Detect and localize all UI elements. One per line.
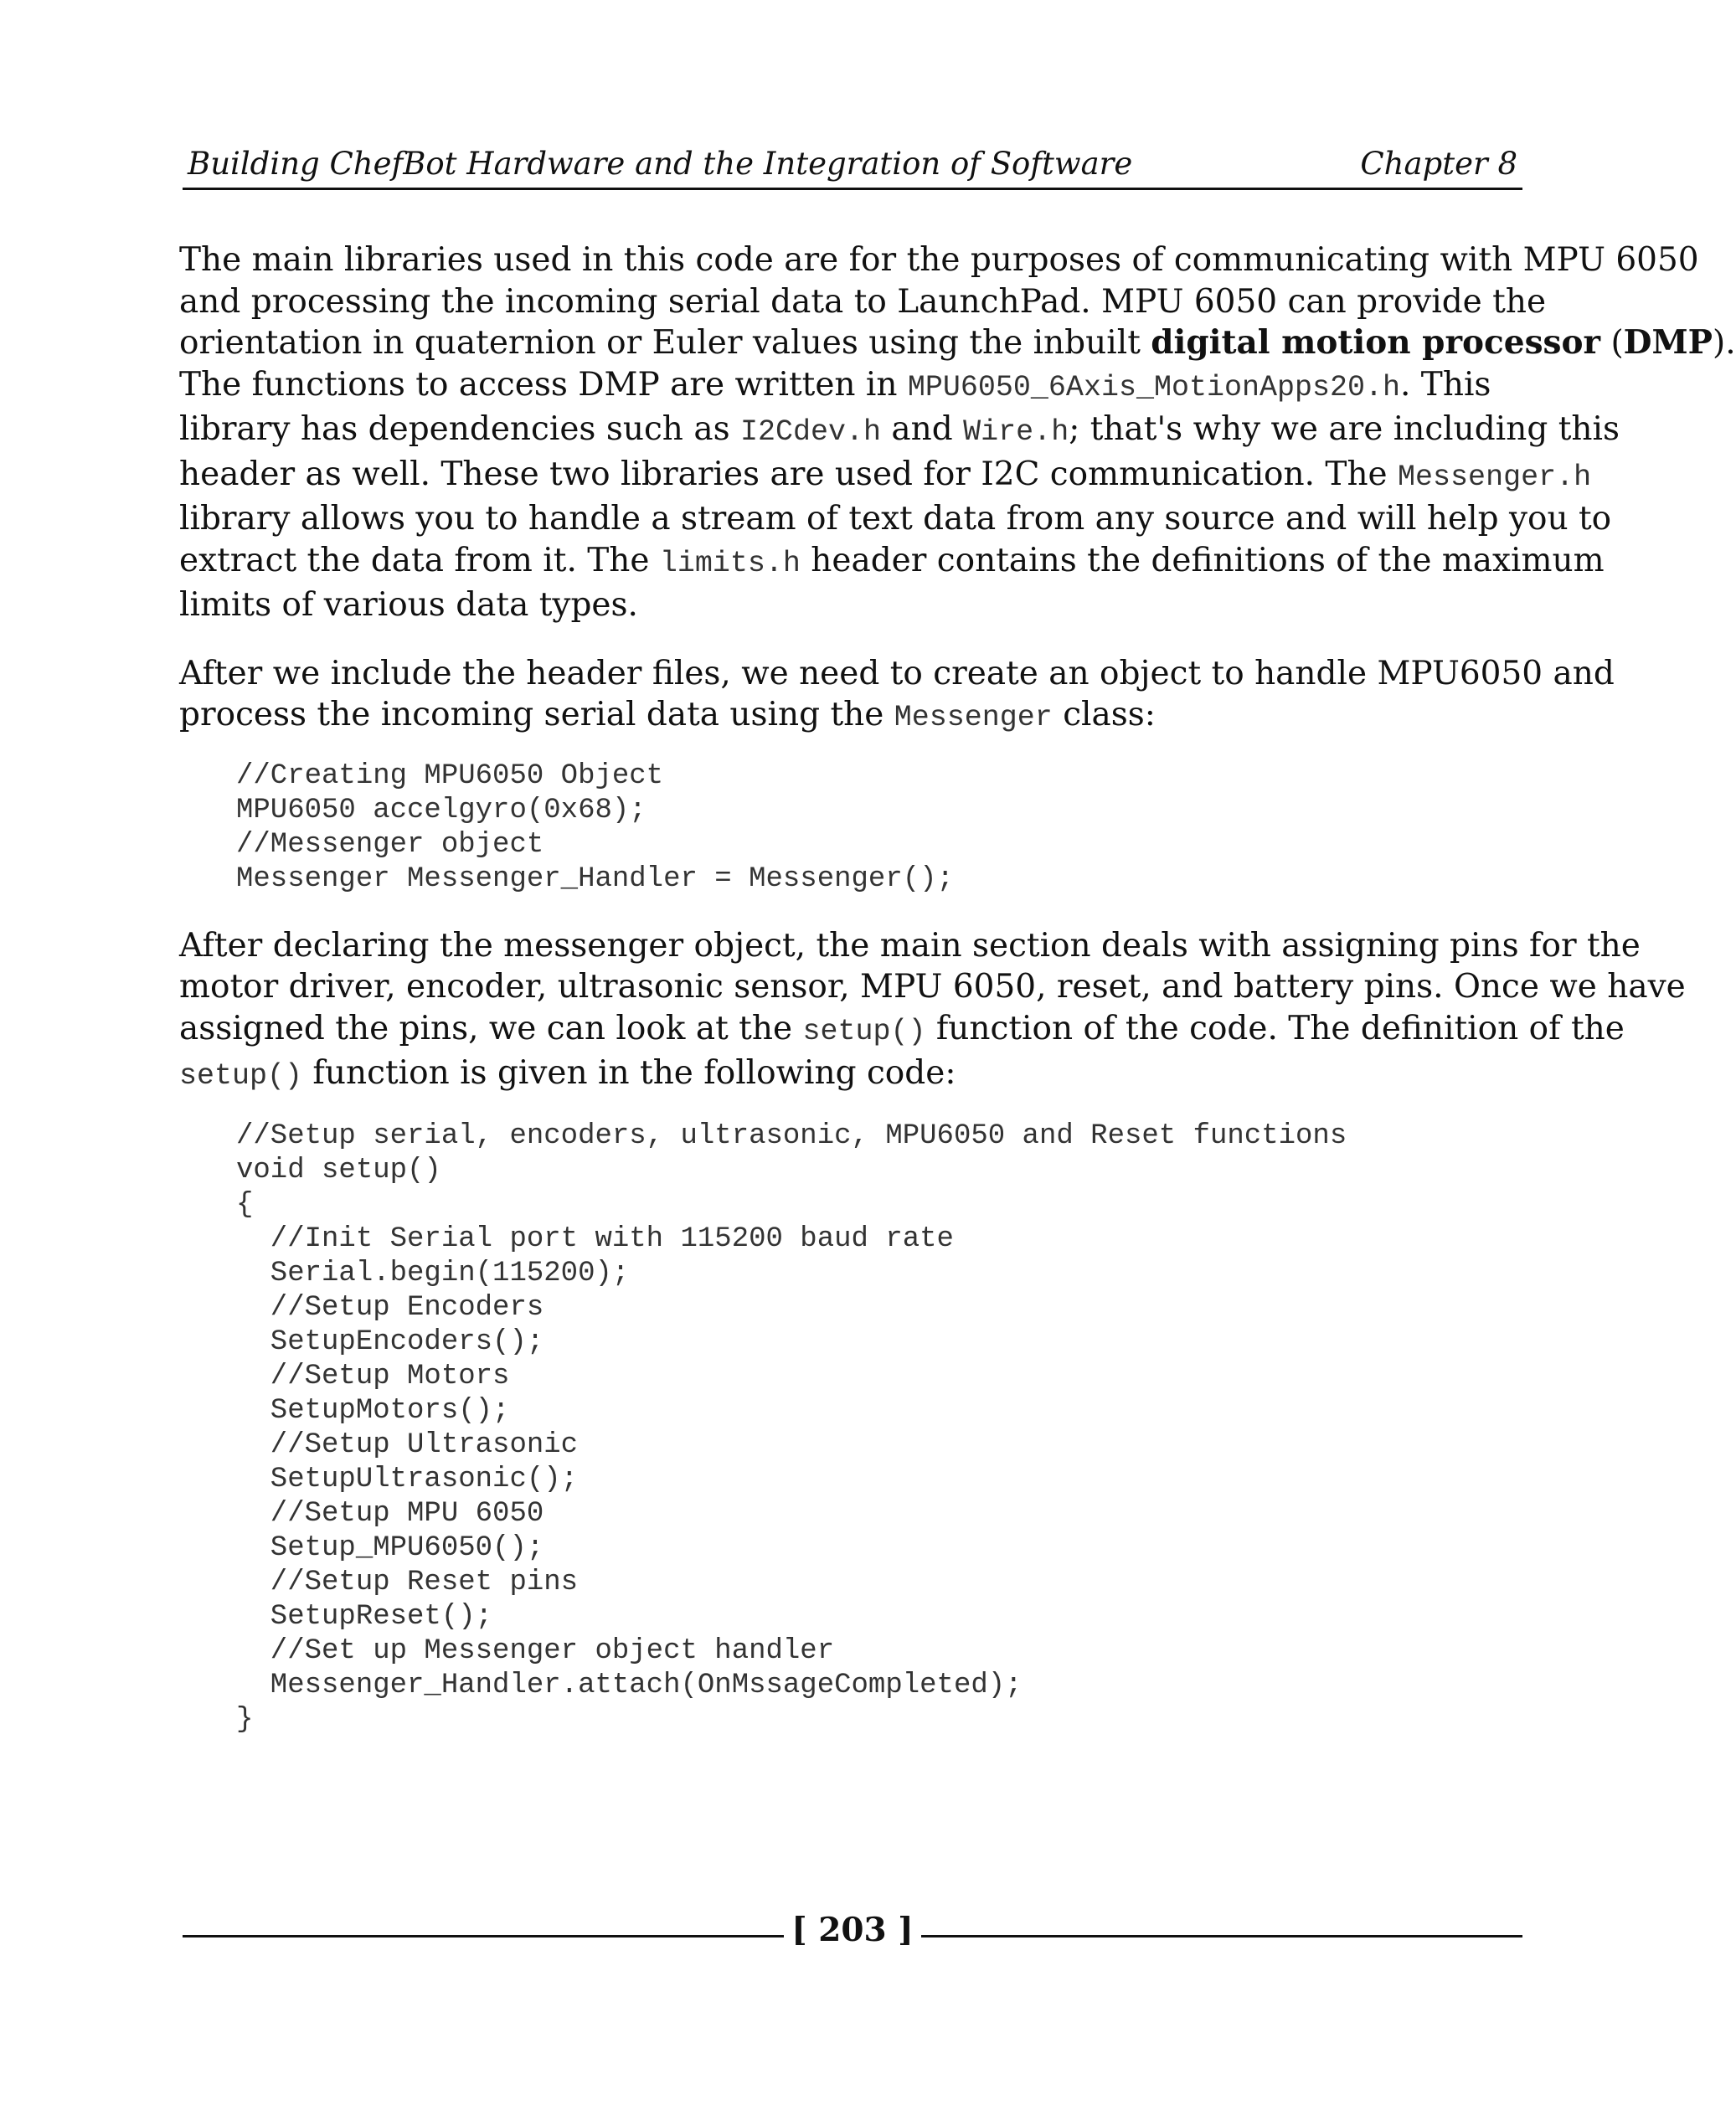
text-line: and processing the incoming serial data to LaunchPad. MPU 6050 can provide the	[179, 282, 1547, 321]
text-run: function of the code. The definition of the	[925, 1009, 1625, 1047]
paragraph-libraries	[179, 239, 1736, 626]
text-run: The functions to access DMP are written in	[179, 365, 908, 404]
inline-code: setup()	[802, 1014, 926, 1048]
text-run: orientation in quaternion or Euler values using the inbuilt	[179, 324, 1151, 362]
text-line: limits of various data types.	[179, 586, 638, 624]
text-run: library has dependencies such as	[179, 410, 740, 448]
inline-code: Messenger.h	[1398, 460, 1592, 494]
text-run: ; that's why we are including this	[1069, 410, 1620, 448]
text-line: The main libraries used in this code are for the purposes of communicating with MPU 6050	[179, 241, 1699, 279]
text-run: extract the data from it. The	[179, 541, 660, 579]
header-title: Building ChefBot Hardware and the Integration of Software	[188, 146, 1133, 182]
text-run: . This	[1400, 365, 1491, 404]
text-run: ).	[1713, 324, 1736, 362]
running-header	[183, 141, 1522, 190]
inline-code: limits.h	[659, 546, 801, 580]
inline-code: setup()	[179, 1059, 303, 1093]
text-line	[179, 1008, 1625, 1053]
text-line: After we include the header files, we need to create an object to handle MPU6050 and	[179, 654, 1615, 692]
text-run: header as well. These two libraries are used for I2C communication. The	[179, 455, 1399, 493]
text-line: library allows you to handle a stream of text data from any source and will help you to	[179, 500, 1612, 538]
code-block-setup: //Setup serial, encoders, ultrasonic, MPU6050 and Reset functions void setup() { //Init Serial port with 115200 baud rate Serial.begin(115200); //Setup Encoders SetupEncoders(); //Setup Motors SetupMotors(); //Setup Ultrasonic SetupUltrasonic(); //Setup MPU 6050 Setup_MPU6050(); //Setup Reset pins SetupReset(); //Set up Messenger object handler Messenger_Handler.attach(OnMssageCompleted); }	[236, 1119, 1347, 1736]
page-footer	[183, 1911, 1522, 1961]
text-line	[179, 1052, 1536, 1098]
text-run: (	[1600, 324, 1624, 362]
text-line: After declaring the messenger object, the main section deals with assigning pins for the	[179, 926, 1641, 965]
text-run: class:	[1052, 696, 1156, 733]
page-number: [ 203 ]	[791, 1911, 914, 1949]
text-line	[179, 364, 1536, 409]
text-run: assigned the pins, we can look at the	[179, 1009, 803, 1047]
text-run: process the incoming serial data using the	[179, 696, 894, 733]
inline-code: Wire.h	[963, 415, 1069, 449]
paragraph-header-files	[179, 653, 1615, 739]
text-line: motor driver, encoder, ultrasonic sensor, MPU 6050, reset, and battery pins. Once we have	[179, 968, 1686, 1006]
page-content	[179, 239, 1736, 1737]
inline-code: Messenger	[894, 701, 1053, 734]
text-run: and	[881, 410, 964, 448]
code-block-objects: //Creating MPU6050 Object MPU6050 accelgyro(0x68); //Messenger object Messenger Messenger_Handler = Messenger();	[236, 759, 954, 895]
text-line	[179, 454, 1592, 499]
footer-rule-right	[921, 1935, 1522, 1937]
text-line	[179, 694, 1536, 739]
inline-code: I2Cdev.h	[740, 415, 882, 449]
header-chapter: Chapter 8	[1360, 146, 1517, 182]
text-run: function is given in the following code:	[302, 1054, 956, 1092]
paragraph-setup	[179, 925, 1686, 1098]
text-line	[179, 540, 1605, 585]
text-run: header contains the definitions of the maximum	[800, 541, 1605, 579]
inline-code: MPU6050_6Axis_MotionApps20.h	[907, 370, 1401, 404]
term-bold: DMP	[1623, 323, 1713, 362]
term-bold: digital motion processor	[1151, 323, 1601, 362]
text-line	[179, 322, 1736, 364]
text-line	[179, 409, 1620, 454]
